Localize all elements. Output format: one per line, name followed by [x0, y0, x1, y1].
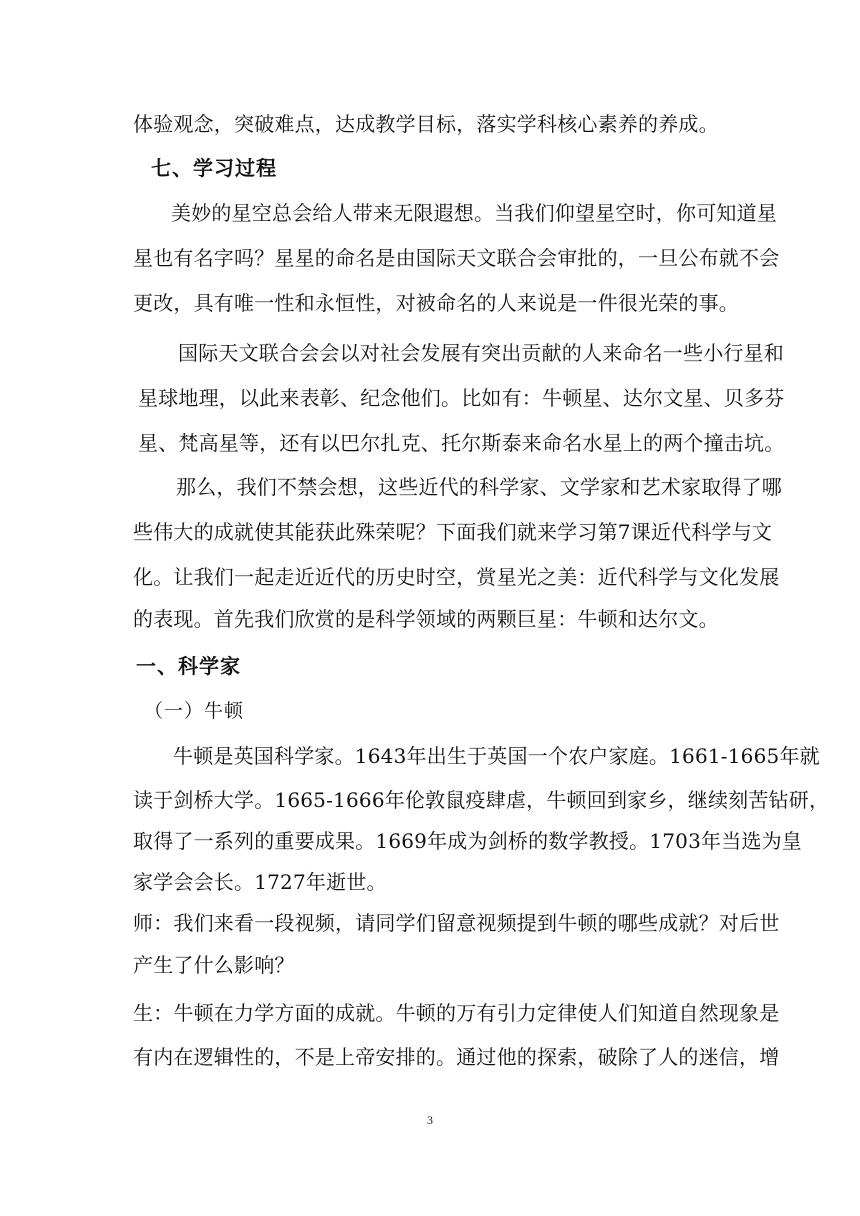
- student-line: 生：牛顿在力学方面的成就。牛顿的万有引力定律使人们知道自然现象是: [133, 1001, 780, 1025]
- paragraph-line: 取得了一系列的重要成果。1669年成为剑桥的数学教授。1703年当选为皇: [133, 829, 802, 853]
- paragraph-line: 体验观念，突破难点，达成教学目标，落实学科核心素养的养成。: [133, 112, 719, 136]
- teacher-line: 产生了什么影响？: [133, 953, 295, 977]
- paragraph-line: 些伟大的成就使其能获此殊荣呢？下面我们就来学习第7课近代科学与文: [133, 520, 773, 544]
- page-number: 3: [427, 1113, 433, 1127]
- subsection-heading-newton: （一）牛顿: [144, 700, 245, 722]
- paragraph-line: 星也有名字吗？星星的命名是由国际天文联合会审批的，一旦公布就不会: [133, 246, 780, 270]
- paragraph-line: 国际天文联合会会以对社会发展有突出贡献的人来命名一些小行星和: [178, 341, 784, 365]
- paragraph-line: 那么，我们不禁会想，这些近代的科学家、文学家和艺术家取得了哪: [176, 475, 782, 499]
- paragraph-line: 读于剑桥大学。1665-1666年伦敦鼠疫肆虐，牛顿回到家乡，继续刻苦钻研，: [133, 788, 830, 812]
- student-line: 有内在逻辑性的，不是上帝安排的。通过他的探索，破除了人的迷信，增: [133, 1045, 780, 1069]
- teacher-line: 师：我们来看一段视频，请同学们留意视频提到牛顿的哪些成就？对后世: [133, 911, 780, 935]
- paragraph-line: 更改，具有唯一性和永恒性，对被命名的人来说是一件很光荣的事。: [133, 291, 739, 315]
- section-heading-learning-process: 七、学习过程: [151, 156, 277, 180]
- paragraph-line: 星、梵高星等，还有以巴尔扎克、托尔斯泰来命名水星上的两个撞击坑。: [138, 431, 785, 455]
- paragraph-line: 牛顿是英国科学家。1643年出生于英国一个农户家庭。1661-1665年就: [173, 744, 820, 768]
- section-heading-scientists: 一、科学家: [136, 654, 241, 678]
- paragraph-line: 家学会会长。1727年逝世。: [133, 870, 387, 894]
- paragraph-line: 星球地理，以此来表彰、纪念他们。比如有：牛顿星、达尔文星、贝多芬: [138, 386, 785, 410]
- paragraph-line: 化。让我们一起走近近代的历史时空，赏星光之美：近代科学与文化发展: [133, 565, 780, 589]
- paragraph-line: 美妙的星空总会给人带来无限遐想。当我们仰望星空时，你可知道星: [171, 201, 777, 225]
- paragraph-line: 的表现。首先我们欣赏的是科学领域的两颗巨星：牛顿和达尔文。: [133, 607, 719, 631]
